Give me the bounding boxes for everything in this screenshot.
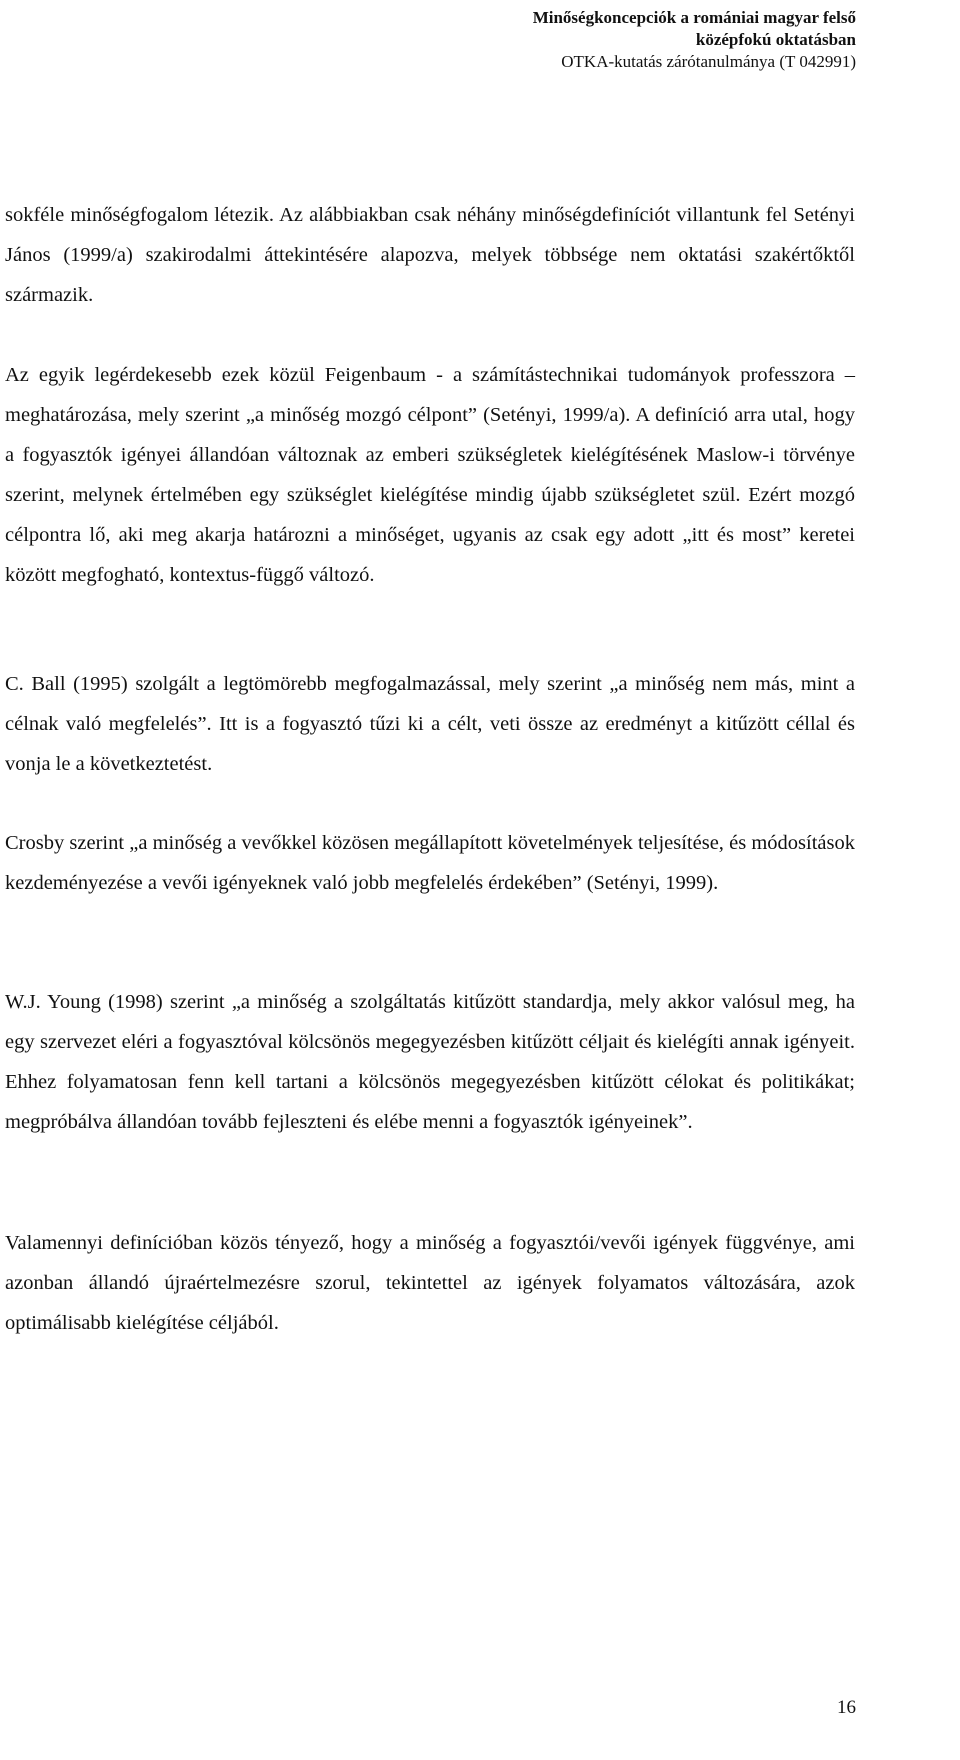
page-number: 16 [837,1697,856,1718]
paragraph-text: sokféle minőségfogalom létezik. Az alábbiakban csak néhány minőségdefiníciót villantunk fel Setényi János (1999/a) szakirodalmi áttekintésére alapozva, melyek többsége nem oktatási szakértőktől származik. [5,204,855,306]
paragraph-text: C. Ball (1995) szolgált a legtömörebb megfogalmazással, mely szerint „a minőség nem más, mint a célnak való megfelelés”. Itt is a fogyasztó tűzi ki a célt, veti össze az eredményt a kitűzött céllal és vonja le a következtetést. [5,673,855,775]
paragraph-text: Valamennyi definícióban közös tényező, hogy a minőség a fogyasztói/vevői igények függvénye, ami azonban állandó újraértelmezésre szorul, tekintettel az igények folyamatos változására, azok optimálisabb kielégítése céljából. [5,1232,855,1334]
running-header [533,7,856,73]
paragraph-4 [5,823,855,903]
paragraph-6 [5,1223,855,1343]
paragraph-5 [5,982,855,1142]
paragraph-3 [5,664,855,784]
paragraph-text: Az egyik legérdekesebb ezek közül Feigenbaum - a számítástechnikai tudományok professzora – meghatározása, mely szerint „a minőség mozgó célpont” (Setényi, 1999/a). A definíció arra utal, hogy a fogyasztók igényei állandóan változnak az emberi szükségletek kielégítésének Maslow-i törvénye szerint, melynek értelmében egy szükséglet kielégítése mindig újabb szükségletet szül. Ezért mozgó célpontra lő, aki meg akarja határozni a minőséget, ugyanis az csak egy adott „itt és most” keretei között megfogható, kontextus-függő változó. [5,364,855,586]
paragraph-text: Crosby szerint „a minőség a vevőkkel közösen megállapított követelmények teljesítése, és módosítások kezdeményezése a vevői igényeknek való jobb megfelelés érdekében” (Setényi, 1999). [5,832,855,894]
paragraph-text: W.J. Young (1998) szerint „a minőség a szolgáltatás kitűzött standardja, mely akkor valósul meg, ha egy szervezet eléri a fogyasztóval kölcsönös megegyezésben kitűzött céljait és kielégíti annak igényeit. Ehhez folyamatosan fenn kell tartani a kölcsönös megegyezésben kitűzött célokat és politikákat; megpróbálva állandóan tovább fejleszteni és elébe menni a fogyasztók igényeinek”. [5,991,855,1133]
header-title-line-2: középfokú oktatásban [695,30,856,49]
header-subtitle: OTKA-kutatás zárótanulmánya (T 042991) [561,52,856,71]
header-title-line-1: Minőségkoncepciók a romániai magyar felső [532,8,856,27]
paragraph-2 [5,355,855,595]
paragraph-1 [5,195,855,315]
